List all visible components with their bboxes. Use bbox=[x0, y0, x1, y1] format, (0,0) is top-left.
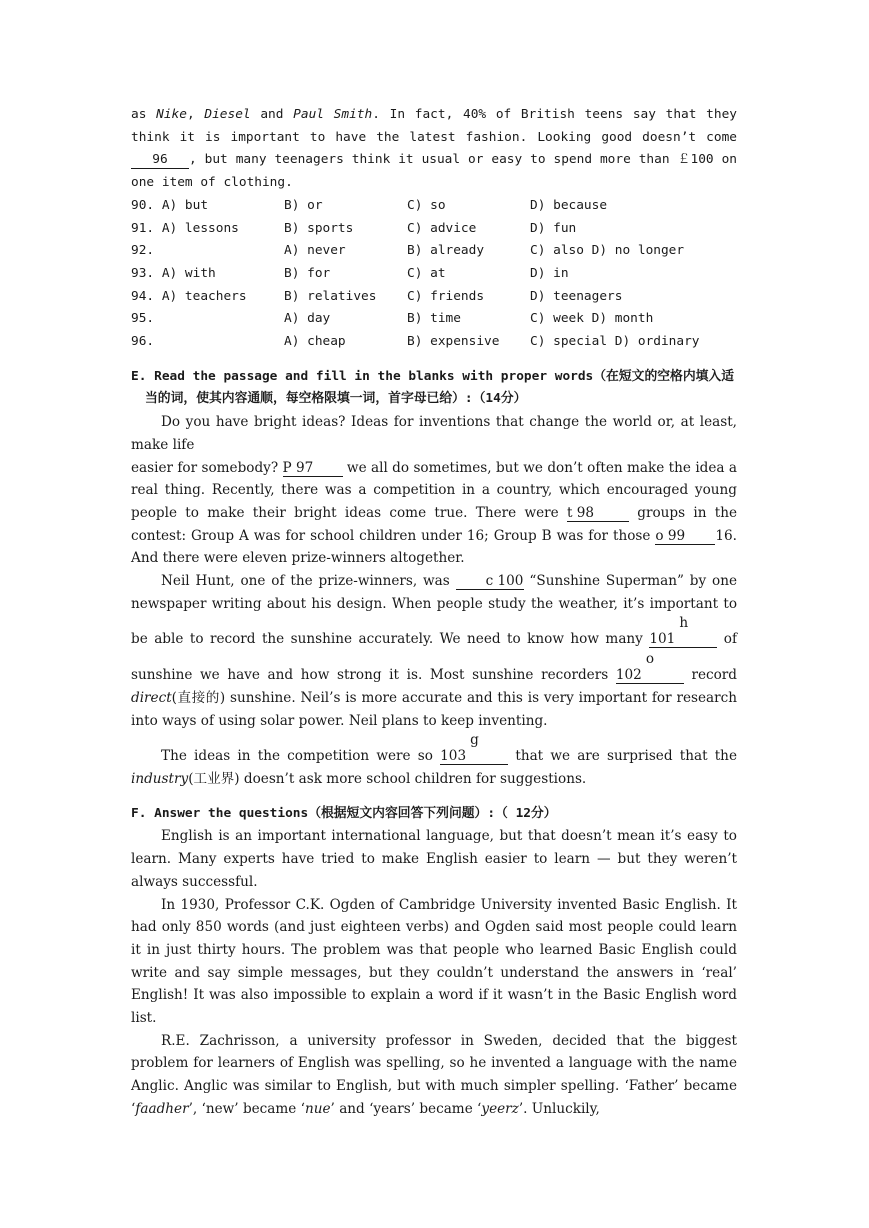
option-92-b: B) already bbox=[407, 243, 485, 259]
section-e-para1 bbox=[131, 457, 737, 571]
option-90-c: C) so bbox=[407, 197, 446, 213]
text-run: “Sunshine Superman” by one newspaper writing about his design. When people study the weather, it’s important to be able to record the sunshine accurately. We need to know how many bbox=[131, 573, 737, 648]
option-95-cd: C) week D) month bbox=[530, 311, 654, 327]
text-run: ’ and ‘years’ became ‘ bbox=[330, 1100, 482, 1117]
section-e-line1: Do you have bright ideas? Ideas for inventions that change the world or, at least, make life bbox=[131, 414, 737, 453]
blank-99: o 99 bbox=[655, 528, 715, 545]
option-94-a: 94. A) teachers bbox=[131, 288, 247, 304]
option-96-b: B) expensive bbox=[407, 334, 500, 350]
brand-diesel: Diesel bbox=[204, 107, 251, 122]
section-f-para3 bbox=[131, 1030, 737, 1121]
option-90-b: B) or bbox=[284, 197, 323, 213]
option-92-cd: C) also D) no longer bbox=[530, 243, 685, 259]
text-run: easier for somebody? bbox=[131, 459, 283, 476]
option-93-c: C) at bbox=[407, 265, 446, 281]
option-94-c: C) friends bbox=[407, 288, 485, 304]
option-92-num: 92. bbox=[131, 243, 155, 259]
option-96-a: A) cheap bbox=[284, 334, 346, 350]
option-96-num: 96. bbox=[131, 334, 155, 350]
text-run: Neil Hunt, one of the prize-winners, was bbox=[161, 573, 456, 590]
text-run: as bbox=[131, 107, 157, 122]
text-run: (直接的) sunshine. Neil’s is more accurate and this is very important for research into ways of using solar power. Neil plans to keep inventing. bbox=[131, 689, 737, 729]
text-run: 16. And there were eleven prize-winners altogether. bbox=[131, 527, 737, 567]
option-93-a: 93. A) with bbox=[131, 265, 216, 281]
option-90-a: 90. A) but bbox=[131, 197, 209, 213]
text-run: and bbox=[250, 107, 294, 122]
text-run: groups in the contest: Group A was for school children under 16; Group B was for those bbox=[131, 504, 737, 544]
word-faadher: faadher bbox=[135, 1100, 189, 1117]
option-96-cd: C) special D) ordinary bbox=[530, 334, 700, 350]
text-run: The ideas in the competition were so bbox=[161, 748, 441, 765]
document-page bbox=[131, 104, 737, 1121]
brand-paul-smith: Paul Smith bbox=[293, 107, 373, 122]
text-run: . In fact, 40% of British teens say that they think it is important to have the latest fashion. Looking good doesn’t come bbox=[131, 107, 737, 145]
section-e-heading: E. Read the passage and fill in the blanks with proper words（在短文的空格内填入适当的词，使其内容通顺，每空格限填一词，首字母已给）:（14分） bbox=[131, 368, 735, 407]
text-run: we all do sometimes, but we don’t often make the idea a real thing. Recently, there was a competition in a country, which encouraged young people to make their bright ideas come true. There were bbox=[131, 459, 738, 521]
option-93-d: D) in bbox=[530, 265, 569, 281]
option-94-d: D) teenagers bbox=[530, 288, 623, 304]
text-run: , bbox=[186, 107, 205, 122]
blank-97: P 97 bbox=[283, 460, 343, 477]
passage-d-ending bbox=[131, 104, 737, 195]
options-grid bbox=[131, 195, 737, 354]
section-e-para2 bbox=[131, 570, 737, 732]
option-91-b: B) sports bbox=[284, 220, 354, 236]
text-run: ’, ‘new’ became ‘ bbox=[188, 1100, 305, 1117]
section-f-para1: English is an important international language, but that doesn’t mean it’s easy to learn. Many experts have tried to make English easier to learn — but they weren’t always successful. bbox=[131, 828, 737, 890]
blank-101: h 101 bbox=[649, 615, 717, 648]
blank-100: c 100 bbox=[456, 573, 524, 590]
word-industry: industry bbox=[131, 770, 189, 787]
blank-102: o 102 bbox=[616, 651, 684, 684]
brand-nike: Nike bbox=[156, 107, 187, 122]
blank-103: g 103 bbox=[440, 732, 508, 765]
option-94-b: B) relatives bbox=[284, 288, 377, 304]
text-run: record bbox=[683, 667, 737, 684]
text-run: R.E. Zachrisson, a university professor in Sweden, decided that the biggest problem for learners of English was spelling, so he invented a language with the name Anglic. Anglic was similar to English, but with much simpler spelling. ‘Father’ became ‘ bbox=[131, 1032, 737, 1117]
option-91-a: 91. A) lessons bbox=[131, 220, 239, 236]
word-yeerz: yeerz bbox=[481, 1100, 519, 1117]
text-run: ’. Unluckily, bbox=[518, 1100, 600, 1117]
option-91-d: D) fun bbox=[530, 220, 577, 236]
text-run: , but many teenagers think it usual or easy to spend more than ￡100 on one item of clothing. bbox=[131, 152, 737, 191]
option-95-a: A) day bbox=[284, 311, 331, 327]
option-92-a: A) never bbox=[284, 243, 346, 259]
text-run: that we are surprised that the bbox=[508, 748, 737, 765]
text-run: (工业界) doesn’t ask more school children for suggestions. bbox=[188, 770, 587, 787]
option-91-c: C) advice bbox=[407, 220, 477, 236]
section-e-para3 bbox=[131, 732, 737, 790]
blank-98: t 98 bbox=[567, 505, 629, 522]
option-95-b: B) time bbox=[407, 311, 461, 327]
section-f-heading: F. Answer the questions（根据短文内容回答下列问题）:（ 12分） bbox=[131, 805, 557, 821]
option-95-num: 95. bbox=[131, 311, 155, 327]
blank-96: 96 bbox=[131, 152, 189, 169]
word-direct: direct bbox=[131, 689, 172, 706]
option-93-b: B) for bbox=[284, 265, 331, 281]
word-nue: nue bbox=[304, 1100, 331, 1117]
option-90-d: D) because bbox=[530, 197, 608, 213]
text-run: of sunshine we have and how strong it is. Most sunshine recorders bbox=[131, 631, 737, 684]
section-f-para2: In 1930, Professor C.K. Ogden of Cambridge University invented Basic English. It had only 850 words (and just eighteen verbs) and Ogden said most people could learn it in just thirty hours. The problem was that people who learned Basic English could write and say simple messages, but they couldn’t understand the answers in ‘real’ English! It was also impossible to explain a word if it wasn’t in the Basic English word list. bbox=[131, 896, 737, 1027]
